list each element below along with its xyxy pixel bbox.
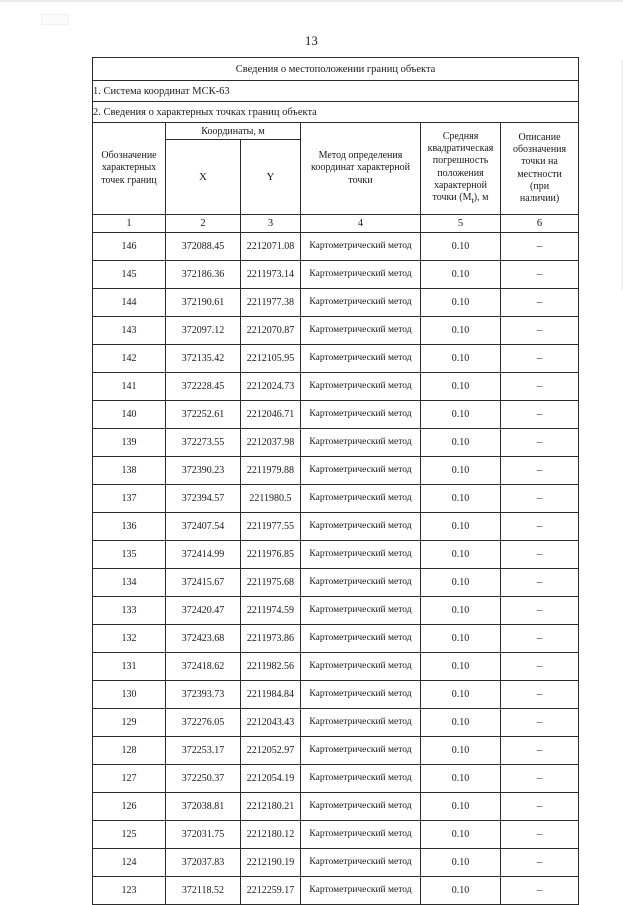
method-cell: Картометрический метод (301, 597, 421, 625)
rmse-cell: 0.10 (421, 569, 501, 597)
header-coordinate-x: X (166, 140, 241, 215)
column-number-4: 4 (301, 215, 421, 233)
description-cell: – (501, 653, 579, 681)
point-number-cell: 128 (93, 737, 166, 765)
coordinate-x-cell: 372407.54 (166, 513, 241, 541)
point-number-cell: 138 (93, 457, 166, 485)
point-number-cell: 127 (93, 765, 166, 793)
table-row (93, 457, 579, 485)
table-row (93, 345, 579, 373)
coordinate-x-cell: 372250.37 (166, 765, 241, 793)
method-cell: Картометрический метод (301, 709, 421, 737)
method-cell: Картометрический метод (301, 821, 421, 849)
point-number-cell: 140 (93, 401, 166, 429)
column-number-2: 2 (166, 215, 241, 233)
description-cell: – (501, 737, 579, 765)
coordinate-x-cell: 372415.67 (166, 569, 241, 597)
coordinate-x-cell: 372418.62 (166, 653, 241, 681)
rmse-cell: 0.10 (421, 457, 501, 485)
description-cell: – (501, 233, 579, 261)
rmse-cell: 0.10 (421, 597, 501, 625)
rmse-cell: 0.10 (421, 877, 501, 905)
header-desc-line-1: Описание (518, 131, 561, 143)
rmse-cell: 0.10 (421, 821, 501, 849)
section-coordinate-system: 1. Система координат МСК-63 (93, 81, 579, 102)
point-number-cell: 144 (93, 289, 166, 317)
coordinate-y-cell: 2212180.21 (241, 793, 301, 821)
point-number-cell: 126 (93, 793, 166, 821)
coordinate-y-cell: 2212052.97 (241, 737, 301, 765)
rmse-cell: 0.10 (421, 485, 501, 513)
header-desc-line-5: (при (530, 180, 550, 192)
point-number-cell: 145 (93, 261, 166, 289)
header-determination-method: Метод определения координат характерной точки (301, 123, 421, 215)
coordinate-x-cell: 372186.36 (166, 261, 241, 289)
rmse-cell: 0.10 (421, 765, 501, 793)
column-number-6: 6 (501, 215, 579, 233)
coordinate-y-cell: 2212190.19 (241, 849, 301, 877)
table-row (93, 653, 579, 681)
method-cell: Картометрический метод (301, 765, 421, 793)
scan-margin-artifact (41, 14, 69, 25)
coordinate-y-cell: 2212105.95 (241, 345, 301, 373)
rmse-cell: 0.10 (421, 373, 501, 401)
method-cell: Картометрический метод (301, 317, 421, 345)
table-row (93, 765, 579, 793)
section-characteristic-points: 2. Сведения о характерных точках границ объекта (93, 102, 579, 123)
coordinate-y-cell: 2211973.86 (241, 625, 301, 653)
coordinate-x-cell: 372393.73 (166, 681, 241, 709)
point-number-cell: 142 (93, 345, 166, 373)
point-number-cell: 141 (93, 373, 166, 401)
table-row (93, 317, 579, 345)
table-row (93, 821, 579, 849)
point-number-cell: 131 (93, 653, 166, 681)
method-cell: Картометрический метод (301, 737, 421, 765)
coordinate-y-cell: 2211982.56 (241, 653, 301, 681)
method-cell: Картометрический метод (301, 485, 421, 513)
rmse-cell: 0.10 (421, 233, 501, 261)
rmse-cell: 0.10 (421, 849, 501, 877)
point-number-cell: 130 (93, 681, 166, 709)
description-cell: – (501, 261, 579, 289)
point-number-cell: 137 (93, 485, 166, 513)
coordinate-y-cell: 2211980.5 (241, 485, 301, 513)
table-row (93, 625, 579, 653)
description-cell: – (501, 681, 579, 709)
coordinate-y-cell: 2212037.98 (241, 429, 301, 457)
coordinate-y-cell: 2212259.17 (241, 877, 301, 905)
description-cell: – (501, 849, 579, 877)
coordinate-y-cell: 2212046.71 (241, 401, 301, 429)
header-point-description (501, 123, 579, 215)
table-row (93, 737, 579, 765)
scan-edge-artifact-top (0, 0, 623, 2)
description-cell: – (501, 289, 579, 317)
table-row (93, 681, 579, 709)
coordinate-x-cell: 372273.55 (166, 429, 241, 457)
header-mse-line-4: положения (437, 167, 484, 179)
header-desc-line-6: наличии) (519, 192, 560, 204)
coordinate-y-cell: 2211974.59 (241, 597, 301, 625)
point-number-cell: 143 (93, 317, 166, 345)
table-banner-row (93, 58, 579, 81)
coordinate-x-cell: 372423.68 (166, 625, 241, 653)
description-cell: – (501, 317, 579, 345)
rmse-cell: 0.10 (421, 541, 501, 569)
method-cell: Картометрический метод (301, 569, 421, 597)
rmse-cell: 0.10 (421, 737, 501, 765)
table-row (93, 289, 579, 317)
rmse-cell: 0.10 (421, 345, 501, 373)
header-mse-mt-subscript: t (471, 195, 474, 205)
description-cell: – (501, 429, 579, 457)
section-1-row (93, 81, 579, 102)
method-cell: Картометрический метод (301, 373, 421, 401)
table-row (93, 485, 579, 513)
point-number-cell: 139 (93, 429, 166, 457)
coordinate-x-cell: 372252.61 (166, 401, 241, 429)
description-cell: – (501, 513, 579, 541)
coordinate-x-cell: 372135.42 (166, 345, 241, 373)
method-cell: Картометрический метод (301, 513, 421, 541)
rmse-cell: 0.10 (421, 625, 501, 653)
description-cell: – (501, 485, 579, 513)
coordinate-y-cell: 2212043.43 (241, 709, 301, 737)
coordinate-x-cell: 372088.45 (166, 233, 241, 261)
rmse-cell: 0.10 (421, 793, 501, 821)
header-mse-line-6 (421, 192, 500, 206)
description-cell: – (501, 597, 579, 625)
method-cell: Картометрический метод (301, 457, 421, 485)
method-cell: Картометрический метод (301, 625, 421, 653)
header-desc-line-3: точки на (521, 156, 558, 168)
coordinate-y-cell: 2212070.87 (241, 317, 301, 345)
description-cell: – (501, 541, 579, 569)
table-body (93, 233, 579, 905)
description-cell: – (501, 569, 579, 597)
coordinate-y-cell: 2211977.55 (241, 513, 301, 541)
method-cell: Картометрический метод (301, 793, 421, 821)
table-row (93, 373, 579, 401)
coordinate-x-cell: 372276.05 (166, 709, 241, 737)
header-coordinates-group: Координаты, м (166, 123, 301, 140)
coordinate-x-cell: 372097.12 (166, 317, 241, 345)
coordinate-x-cell: 372420.47 (166, 597, 241, 625)
coordinate-y-cell: 2212054.19 (241, 765, 301, 793)
description-cell: – (501, 793, 579, 821)
description-cell: – (501, 373, 579, 401)
coordinate-y-cell: 2211977.38 (241, 289, 301, 317)
table-row (93, 401, 579, 429)
rmse-cell: 0.10 (421, 513, 501, 541)
description-cell: – (501, 625, 579, 653)
coordinate-x-cell: 372253.17 (166, 737, 241, 765)
rmse-cell: 0.10 (421, 317, 501, 345)
point-number-cell: 135 (93, 541, 166, 569)
header-mse-line-2: квадратическая (427, 143, 494, 155)
method-cell: Картометрический метод (301, 541, 421, 569)
coordinate-x-cell: 372037.83 (166, 849, 241, 877)
coordinate-x-cell: 372390.23 (166, 457, 241, 485)
coordinate-y-cell: 2212071.08 (241, 233, 301, 261)
coordinate-x-cell: 372414.99 (166, 541, 241, 569)
rmse-cell: 0.10 (421, 429, 501, 457)
table-row (93, 429, 579, 457)
point-number-cell: 134 (93, 569, 166, 597)
coordinate-y-cell: 2211973.14 (241, 261, 301, 289)
coordinate-x-cell: 372190.61 (166, 289, 241, 317)
coordinate-y-cell: 2212180.12 (241, 821, 301, 849)
header-mse-mt-pre: точки (M (432, 191, 472, 203)
column-number-5: 5 (421, 215, 501, 233)
point-number-cell: 124 (93, 849, 166, 877)
column-number-row (93, 215, 579, 233)
header-mse-line-1: Средняя (442, 130, 479, 142)
table-row (93, 849, 579, 877)
point-number-cell: 133 (93, 597, 166, 625)
method-cell: Картометрический метод (301, 345, 421, 373)
method-cell: Картометрический метод (301, 401, 421, 429)
description-cell: – (501, 765, 579, 793)
table-row (93, 569, 579, 597)
coordinate-y-cell: 2211976.85 (241, 541, 301, 569)
coordinate-x-cell: 372228.45 (166, 373, 241, 401)
point-number-cell: 129 (93, 709, 166, 737)
header-mse-mt-post: ), м (473, 191, 489, 203)
point-number-cell: 123 (93, 877, 166, 905)
boundary-points-table (92, 57, 579, 905)
description-cell: – (501, 877, 579, 905)
table-row (93, 793, 579, 821)
table-header-row-top (93, 123, 579, 140)
header-mse-line-5: характерной (434, 179, 487, 191)
table-row (93, 261, 579, 289)
point-number-cell: 136 (93, 513, 166, 541)
header-mean-square-error (421, 123, 501, 215)
rmse-cell: 0.10 (421, 401, 501, 429)
table-row (93, 233, 579, 261)
method-cell: Картометрический метод (301, 877, 421, 905)
description-cell: – (501, 457, 579, 485)
method-cell: Картометрический метод (301, 233, 421, 261)
method-cell: Картометрический метод (301, 289, 421, 317)
header-coordinate-y: Y (241, 140, 301, 215)
point-number-cell: 125 (93, 821, 166, 849)
method-cell: Картометрический метод (301, 261, 421, 289)
method-cell: Картометрический метод (301, 653, 421, 681)
rmse-cell: 0.10 (421, 261, 501, 289)
description-cell: – (501, 401, 579, 429)
column-number-3: 3 (241, 215, 301, 233)
description-cell: – (501, 709, 579, 737)
document-banner-title: Сведения о местоположении границ объекта (93, 58, 579, 81)
header-mse-line-3: погрешность (432, 155, 489, 167)
table-row (93, 513, 579, 541)
header-point-designation: Обозначение характерных точек границ (93, 123, 166, 215)
description-cell: – (501, 821, 579, 849)
coordinate-x-cell: 372031.75 (166, 821, 241, 849)
table-row (93, 541, 579, 569)
description-cell: – (501, 345, 579, 373)
coordinate-y-cell: 2211984.84 (241, 681, 301, 709)
coordinate-y-cell: 2212024.73 (241, 373, 301, 401)
rmse-cell: 0.10 (421, 289, 501, 317)
point-number-cell: 132 (93, 625, 166, 653)
page-number: 13 (305, 34, 318, 48)
rmse-cell: 0.10 (421, 653, 501, 681)
coordinate-x-cell: 372394.57 (166, 485, 241, 513)
method-cell: Картометрический метод (301, 849, 421, 877)
coordinate-y-cell: 2211975.68 (241, 569, 301, 597)
method-cell: Картометрический метод (301, 681, 421, 709)
method-cell: Картометрический метод (301, 429, 421, 457)
coordinate-y-cell: 2211979.88 (241, 457, 301, 485)
header-desc-line-4: местности (517, 168, 562, 180)
point-number-cell: 146 (93, 233, 166, 261)
section-2-row (93, 102, 579, 123)
column-number-1: 1 (93, 215, 166, 233)
coordinate-x-cell: 372118.52 (166, 877, 241, 905)
table-row (93, 709, 579, 737)
coordinate-x-cell: 372038.81 (166, 793, 241, 821)
rmse-cell: 0.10 (421, 709, 501, 737)
table-row (93, 597, 579, 625)
header-desc-line-2: обозначения (512, 144, 567, 156)
rmse-cell: 0.10 (421, 681, 501, 709)
